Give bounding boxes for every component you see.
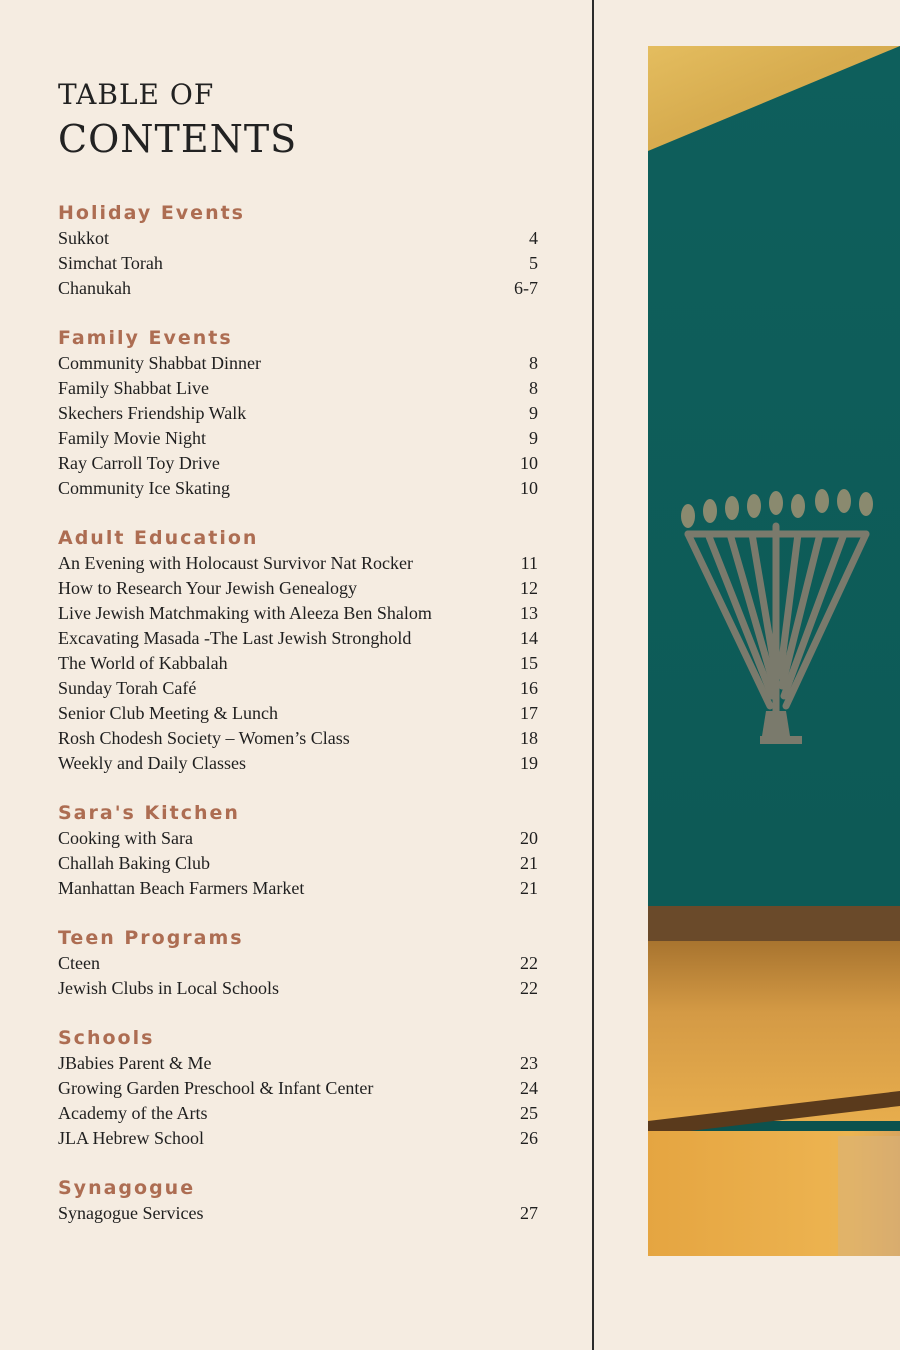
entry-label: The World of Kabbalah — [58, 653, 228, 673]
section-adult-education — [58, 526, 538, 776]
entry-page: 25 — [520, 1103, 538, 1123]
entry-label: Sunday Torah Café — [58, 678, 197, 698]
section-heading: Schools — [58, 1027, 155, 1049]
toc-entry[interactable] — [58, 1126, 538, 1151]
entry-page: 13 — [520, 603, 538, 623]
toc-entry[interactable] — [58, 751, 538, 776]
entry-label: JLA Hebrew School — [58, 1128, 204, 1148]
entry-page: 8 — [529, 378, 538, 398]
entry-page: 5 — [529, 253, 538, 273]
toc-entry[interactable] — [58, 251, 538, 276]
entry-page: 10 — [520, 478, 538, 498]
entry-page: 27 — [520, 1203, 538, 1223]
toc-entry[interactable] — [58, 951, 538, 976]
entry-page: 21 — [520, 853, 538, 873]
toc-entry[interactable] — [58, 1101, 538, 1126]
section-family-events — [58, 326, 538, 501]
entry-label: Rosh Chodesh Society – Women’s Class — [58, 728, 350, 748]
vertical-divider — [592, 0, 594, 1350]
toc-entry[interactable] — [58, 976, 538, 1001]
toc-entry[interactable] — [58, 226, 538, 251]
entry-label: JBabies Parent & Me — [58, 1053, 212, 1073]
toc-entry[interactable] — [58, 351, 538, 376]
entry-page: 18 — [520, 728, 538, 748]
entry-label: Cooking with Sara — [58, 828, 193, 848]
toc-entry[interactable] — [58, 601, 538, 626]
entry-label: Live Jewish Matchmaking with Aleeza Ben Shalom — [58, 603, 432, 623]
section-teen-programs — [58, 926, 538, 1001]
section-saras-kitchen — [58, 801, 538, 901]
entry-page: 17 — [520, 703, 538, 723]
entry-label: Jewish Clubs in Local Schools — [58, 978, 279, 998]
toc-entry[interactable] — [58, 276, 538, 301]
entry-page: 22 — [520, 978, 538, 998]
entry-label: Senior Club Meeting & Lunch — [58, 703, 278, 723]
toc-entry[interactable] — [58, 376, 538, 401]
section-heading: Adult Education — [58, 527, 259, 549]
entry-page: 11 — [520, 553, 538, 573]
entry-label: Community Shabbat Dinner — [58, 353, 261, 373]
entry-page: 22 — [520, 953, 538, 973]
section-synagogue — [58, 1176, 538, 1226]
toc-entry[interactable] — [58, 851, 538, 876]
toc-entry[interactable] — [58, 476, 538, 501]
toc-entry[interactable] — [58, 1051, 538, 1076]
table-of-contents — [58, 78, 538, 1226]
entry-page: 6-7 — [514, 278, 538, 298]
entry-label: Family Movie Night — [58, 428, 206, 448]
entry-page: 24 — [520, 1078, 538, 1098]
entry-page: 10 — [520, 453, 538, 473]
entry-page: 21 — [520, 878, 538, 898]
entry-label: Community Ice Skating — [58, 478, 230, 498]
entry-label: Sukkot — [58, 228, 110, 248]
toc-entry[interactable] — [58, 1076, 538, 1101]
section-heading: Sara's Kitchen — [58, 802, 240, 824]
entry-page: 8 — [529, 353, 538, 373]
entry-label: Family Shabbat Live — [58, 378, 209, 398]
entry-label: Weekly and Daily Classes — [58, 753, 247, 773]
entry-label: Manhattan Beach Farmers Market — [58, 878, 305, 898]
entry-label: Skechers Friendship Walk — [58, 403, 247, 423]
toc-entry[interactable] — [58, 651, 538, 676]
entry-label: How to Research Your Jewish Genealogy — [58, 578, 357, 598]
entry-page: 19 — [520, 753, 538, 773]
entry-page: 20 — [520, 828, 538, 848]
entry-page: 12 — [520, 578, 538, 598]
entry-label: Challah Baking Club — [58, 853, 210, 873]
section-schools — [58, 1026, 538, 1151]
entry-label: An Evening with Holocaust Survivor Nat Rocker — [58, 553, 413, 573]
toc-entry[interactable] — [58, 626, 538, 651]
entry-label: Excavating Masada -The Last Jewish Stronghold — [58, 628, 412, 648]
toc-entry[interactable] — [58, 876, 538, 901]
toc-entry[interactable] — [58, 726, 538, 751]
toc-entry[interactable] — [58, 676, 538, 701]
toc-entry[interactable] — [58, 401, 538, 426]
section-heading: Teen Programs — [58, 927, 244, 949]
toc-entry[interactable] — [58, 426, 538, 451]
toc-entry[interactable] — [58, 826, 538, 851]
section-heading: Family Events — [58, 327, 233, 349]
entry-label: Cteen — [58, 953, 100, 973]
entry-page: 15 — [520, 653, 538, 673]
entry-page: 26 — [520, 1128, 538, 1148]
toc-entry[interactable] — [58, 451, 538, 476]
section-heading: Holiday Events — [58, 202, 245, 224]
entry-label: Simchat Torah — [58, 253, 163, 273]
entry-label: Synagogue Services — [58, 1203, 204, 1223]
toc-entry[interactable] — [58, 551, 538, 576]
entry-label: Academy of the Arts — [58, 1103, 208, 1123]
page-title-line2: CONTENTS — [58, 117, 298, 161]
entry-page: 9 — [529, 428, 538, 448]
page-title-line1: TABLE OF — [58, 78, 215, 111]
entry-page: 9 — [529, 403, 538, 423]
toc-entry[interactable] — [58, 701, 538, 726]
entry-label: Chanukah — [58, 278, 131, 298]
entry-page: 23 — [520, 1053, 538, 1073]
entry-page: 16 — [520, 678, 538, 698]
section-heading: Synagogue — [58, 1177, 196, 1199]
entry-page: 4 — [529, 228, 538, 248]
entry-label: Ray Carroll Toy Drive — [58, 453, 220, 473]
toc-entry[interactable] — [58, 1201, 538, 1226]
entry-page: 14 — [520, 628, 538, 648]
entry-label: Growing Garden Preschool & Infant Center — [58, 1078, 374, 1098]
section-holiday-events — [58, 201, 538, 301]
toc-entry[interactable] — [58, 576, 538, 601]
menorah-photo — [648, 46, 900, 1256]
